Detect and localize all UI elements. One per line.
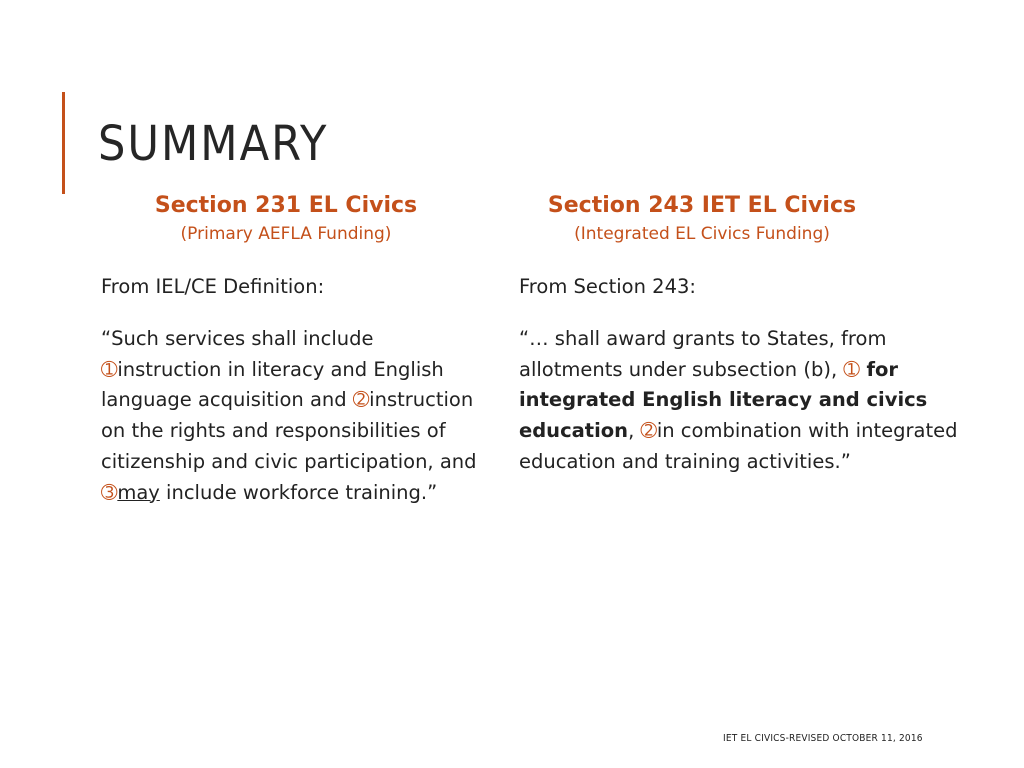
right-source-label: From Section 243: (519, 275, 696, 298)
circled-two-icon: ➁ (640, 419, 657, 443)
circled-one-icon: ➀ (843, 357, 860, 381)
right-quote-bold: for integrated English literacy and civics education (519, 357, 928, 443)
right-column (519, 192, 959, 478)
left-quote (101, 324, 481, 508)
left-column-subheading: (Primary AEFLA Funding) (180, 224, 392, 244)
right-quote-text-1: , (628, 419, 641, 443)
circled-three-icon: ➂ (101, 480, 118, 504)
right-quote (519, 324, 959, 478)
circled-one-icon: ➀ (101, 357, 118, 381)
title-accent-bar (62, 92, 65, 194)
right-quote-text-2: in combination with integrated education and training activities.” (519, 419, 958, 473)
left-quote-text-2: instruction on the rights and responsibilities of citizenship and civic participation, and (101, 388, 477, 473)
slide-title: SUMMARY (98, 116, 329, 172)
circled-two-icon: ➁ (352, 388, 370, 412)
right-column-header (519, 192, 885, 246)
left-column-header (101, 192, 471, 246)
left-column-heading: Section 231 EL Civics (154, 193, 418, 218)
left-quote-text-3: include workforce training.” (159, 480, 438, 504)
right-column-heading: Section 243 IET EL Civics (547, 193, 857, 218)
right-quote-open: “… shall award grants to States, from allotments under subsection (b), (519, 327, 887, 381)
footer-text: IET EL CIVICS-REVISED OCTOBER 11, 2016 (723, 733, 923, 744)
left-quote-open: “Such services shall include (101, 327, 374, 350)
right-column-subheading: (Integrated EL Civics Funding) (574, 224, 830, 244)
left-column (101, 192, 481, 508)
left-source-label: From IEL/CE Definition: (101, 275, 325, 298)
left-quote-may: may (117, 480, 160, 504)
left-quote-text-1: instruction in literacy and English language acquisition and (101, 357, 444, 412)
